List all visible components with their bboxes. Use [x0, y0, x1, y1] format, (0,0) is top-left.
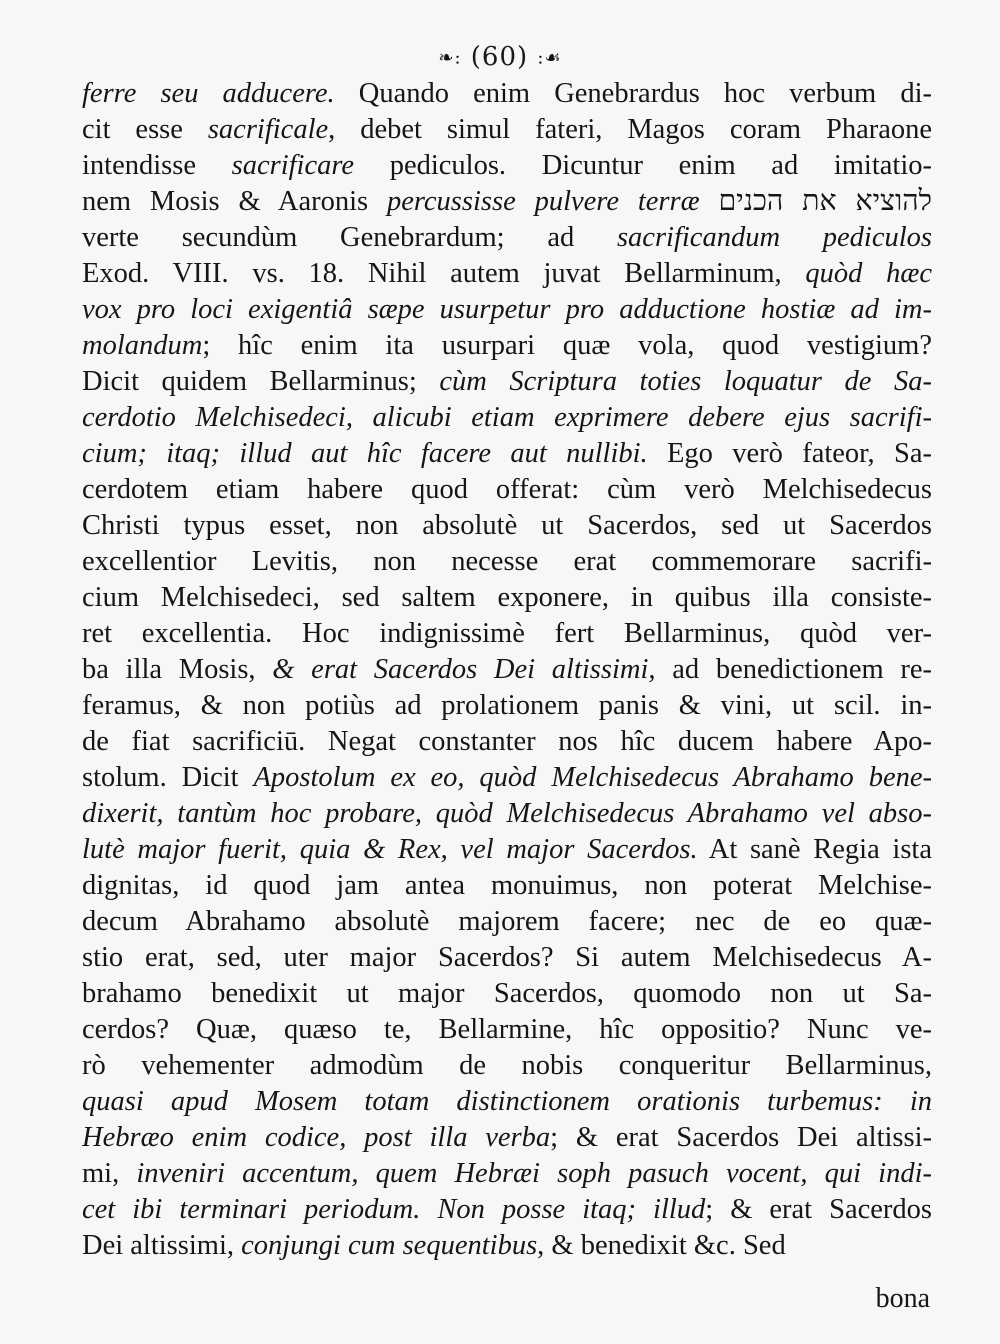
- text-segment: cium Melchisedeci, sed saltem exponere, in quibus illa consiste-: [82, 582, 932, 613]
- text-line: [82, 832, 932, 868]
- italic-segment: dixerit, tantùm hoc probare, quòd Melchisedecus Abrahamo vel abso-: [82, 798, 932, 829]
- text-segment: ba illa Mosis,: [82, 654, 273, 685]
- text-segment: Exod. VIII. vs. 18. Nihil autem juvat Bellarminum,: [82, 258, 806, 289]
- text-line: [82, 400, 932, 436]
- text-segment: cerdos? Quæ, quæso te, Bellarmine, hîc oppositio? Nunc ve-: [82, 1014, 932, 1045]
- page-number: (60): [470, 42, 529, 72]
- text-line: [82, 76, 932, 112]
- text-line: [82, 616, 932, 652]
- text-segment: להוציא את הכנים: [699, 186, 932, 217]
- text-line: [82, 1084, 932, 1120]
- text-segment: Christi typus esset, non absolutè ut Sacerdos, sed ut Sacerdos: [82, 510, 932, 541]
- text-segment: Quando enim Genebrardus hoc verbum di-: [334, 78, 932, 109]
- text-line: [82, 292, 932, 328]
- text-segment: pediculos. Dicuntur enim ad imitatio-: [354, 150, 932, 181]
- body-text: [82, 76, 932, 1264]
- text-line: [82, 364, 932, 400]
- italic-segment: vox pro loci exigentiâ sæpe usurpetur pro adductione hostiæ ad im-: [82, 294, 932, 325]
- text-segment: brahamo benedixit ut major Sacerdos, quomodo non ut Sa-: [82, 978, 932, 1009]
- text-segment: Ego verò fateor, Sa-: [647, 438, 932, 469]
- text-line: [82, 904, 932, 940]
- italic-segment: sacrificare: [231, 150, 355, 181]
- text-line: [82, 760, 932, 796]
- text-segment: Dicit quidem Bellarminus;: [82, 366, 440, 397]
- text-segment: Dei altissimi,: [82, 1230, 242, 1261]
- text-line: [82, 1048, 932, 1084]
- text-line: [82, 724, 932, 760]
- text-segment: cerdotem etiam habere quod offerat: cùm verò Melchisedecus: [82, 474, 932, 505]
- italic-segment: cerdotio Melchisedeci, alicubi etiam exprimere debere ejus sacrifi-: [82, 402, 932, 433]
- italic-segment: molandum: [82, 330, 203, 361]
- text-segment: rò vehementer admodùm de nobis conqueritur Bellarminus,: [82, 1050, 932, 1081]
- text-line: [82, 1228, 932, 1264]
- text-line: [82, 472, 932, 508]
- text-segment: ; & erat Sacerdos: [705, 1194, 932, 1225]
- text-segment: At sanè Regia ista: [697, 834, 932, 865]
- text-segment: dignitas, id quod jam antea monuimus, non poterat Melchise-: [82, 870, 932, 901]
- page-header: [0, 42, 1000, 72]
- text-line: [82, 148, 932, 184]
- text-segment: mi,: [82, 1158, 137, 1189]
- text-line: [82, 328, 932, 364]
- text-segment: ; hîc enim ita usurpari quæ vola, quod vestigium?: [202, 330, 932, 361]
- text-segment: , & benedixit &c. Sed: [537, 1230, 786, 1261]
- italic-segment: cet ibi terminari periodum. Non posse itaq; illud: [82, 1194, 706, 1225]
- right-ornament: :☙: [537, 47, 562, 69]
- text-line: [82, 508, 932, 544]
- text-line: [82, 436, 932, 472]
- italic-segment: quòd hæc: [805, 258, 932, 289]
- text-line: [82, 1012, 932, 1048]
- text-segment: , debet simul fateri, Magos coram Pharaone: [328, 114, 932, 145]
- text-line: [82, 1156, 932, 1192]
- text-line: [82, 1120, 932, 1156]
- italic-segment: Hebræo enim codice, post illa verba: [82, 1122, 551, 1153]
- text-line: [82, 580, 932, 616]
- italic-segment: percussisse pulvere terræ: [386, 186, 700, 217]
- text-segment: feramus, & non potiùs ad prolationem panis & vini, ut scil. in-: [82, 690, 932, 721]
- text-segment: stio erat, sed, uter major Sacerdos? Si autem Melchisedecus A-: [82, 942, 932, 973]
- text-line: [82, 796, 932, 832]
- text-segment: ad benedictionem re-: [655, 654, 932, 685]
- italic-segment: & erat Sacerdos Dei altissimi,: [272, 654, 656, 685]
- italic-segment: quasi apud Mosem totam distinctionem orationis turbemus: in: [82, 1086, 932, 1117]
- text-segment: stolum. Dicit: [82, 762, 254, 793]
- text-segment: decum Abrahamo absolutè majorem facere; nec de eo quæ-: [82, 906, 932, 937]
- left-ornament: ❧:: [438, 47, 462, 69]
- text-line: [82, 112, 932, 148]
- text-line: [82, 940, 932, 976]
- text-line: [82, 220, 932, 256]
- text-line: [82, 184, 932, 220]
- italic-segment: conjungi cum sequentibus: [241, 1230, 538, 1261]
- text-segment: excellentior Levitis, non necesse erat commemorare sacrifi-: [82, 546, 932, 577]
- text-line: [82, 652, 932, 688]
- text-line: [82, 544, 932, 580]
- italic-segment: sacrificale: [207, 114, 329, 145]
- text-segment: nem Mosis & Aaronis: [82, 186, 387, 217]
- text-line: [82, 688, 932, 724]
- text-line: [82, 256, 932, 292]
- text-segment: cit esse: [82, 114, 208, 145]
- text-segment: ; & erat Sacerdos Dei altissi-: [550, 1122, 932, 1153]
- text-segment: intendisse: [82, 150, 232, 181]
- italic-segment: lutè major fuerit, quia & Rex, vel major Sacerdos.: [82, 834, 698, 865]
- text-line: [82, 868, 932, 904]
- text-segment: ret excellentia. Hoc indignissimè fert Bellarminus, quòd ver-: [82, 618, 932, 649]
- italic-segment: cùm Scriptura toties loquatur de Sa-: [439, 366, 932, 397]
- text-line: [82, 976, 932, 1012]
- text-line: [82, 1192, 932, 1228]
- italic-segment: cium; itaq; illud aut hîc facere aut nullibi.: [82, 438, 648, 469]
- italic-segment: sacrificandum pediculos: [616, 222, 932, 253]
- catchword: bona: [875, 1283, 930, 1314]
- italic-segment: Apostolum ex eo, quòd Melchisedecus Abrahamo bene-: [253, 762, 932, 793]
- italic-segment: inveniri accentum, quem Hebræi soph pasuch vocent, qui indi-: [136, 1158, 932, 1189]
- text-segment: verte secundùm Genebrardum; ad: [82, 222, 617, 253]
- text-segment: de fiat sacrificiū. Negat constanter nos hîc ducem habere Apo-: [82, 726, 932, 757]
- italic-segment: ferre seu adducere.: [82, 78, 335, 109]
